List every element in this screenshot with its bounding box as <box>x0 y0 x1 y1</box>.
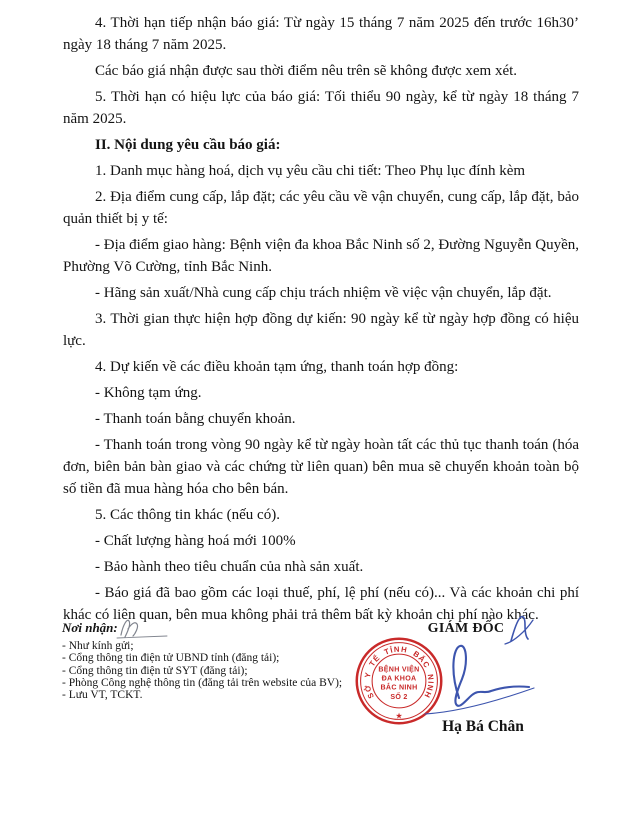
body-paragraph: 3. Thời gian thực hiện hợp đồng dự kiến: 90 ngày kể từ ngày hợp đồng có hiệu lực. <box>63 311 579 349</box>
signer-title: GIÁM ĐỐC <box>427 621 505 636</box>
body-paragraph: - Báo giá đã bao gồm các loại thuế, phí, lệ phí (nếu có)... Và các khoản chi phí khác có liên quan, bên mua không phải trả thêm bất kỳ khoản chi phí nào khác. <box>63 585 579 623</box>
body-paragraph: - Địa điểm giao hàng: Bệnh viện đa khoa Bắc Ninh số 2, Đường Nguyễn Quyền, Phường Võ Cường, tỉnh Bắc Ninh. <box>63 237 579 275</box>
body-paragraph: 4. Dự kiến về các điều khoản tạm ứng, thanh toán hợp đồng: <box>95 359 459 375</box>
recipient-item: - Cổng thông tin điện tử UBND tỉnh (đăng tải); <box>62 652 280 665</box>
body-paragraph: - Thanh toán trong vòng 90 ngày kể từ ngày hoàn tất các thủ tục thanh toán (hóa đơn, biên bản bàn giao và các chứng từ liên quan) bên mua sẽ chuyển khoản toàn bộ số tiền đã mua hàng hóa cho bên bán. <box>63 437 579 497</box>
body-paragraph: 5. Thời hạn có hiệu lực của báo giá: Tối thiểu 90 ngày, kể từ ngày 18 tháng 7 năm 2025. <box>63 89 579 127</box>
initials-paraph-icon <box>503 611 543 647</box>
stamp-center-line: ĐA KHOA <box>381 674 417 683</box>
body-paragraph: 2. Địa điểm cung cấp, lắp đặt; các yêu cầu về vận chuyển, cung cấp, lắp đặt, bảo quản thiết bị y tế: <box>63 189 579 227</box>
stamp-center-line: SỐ 2 <box>390 692 408 701</box>
handwritten-initials-icon <box>114 616 176 642</box>
stamp-center-line: BẮC NINH <box>380 683 418 692</box>
body-paragraph: - Bảo hành theo tiêu chuẩn của nhà sản xuất. <box>95 559 364 575</box>
recipient-item: - Lưu VT, TCKT. <box>62 689 143 702</box>
stamp-ring-text: SỞ Y TẾ TỈNH BẮC NINH <box>362 644 436 700</box>
signature-handwriting <box>413 638 543 722</box>
body-paragraph: Các báo giá nhận được sau thời điểm nêu trên sẽ không được xem xét. <box>95 63 518 79</box>
body-paragraph: - Hãng sản xuất/Nhà cung cấp chịu trách nhiệm về việc vận chuyển, lắp đặt. <box>95 285 552 301</box>
section-heading: II. Nội dung yêu cầu báo giá: <box>95 137 281 153</box>
recipient-item: - Phòng Công nghệ thông tin (đăng tải trên website của BV); <box>62 676 343 689</box>
body-paragraph: - Thanh toán bằng chuyển khoản. <box>95 411 296 427</box>
recipients-block <box>62 619 392 701</box>
signer-name: Hạ Bá Chân <box>442 718 524 735</box>
body-paragraph: - Chất lượng hàng hoá mới 100% <box>95 533 296 549</box>
stamp-center-line: BỆNH VIỆN <box>378 665 420 674</box>
body-paragraph: 1. Danh mục hàng hoá, dịch vụ yêu cầu chi tiết: Theo Phụ lục đính kèm <box>95 163 526 179</box>
recipient-item: - Như kính gửi; <box>62 640 134 652</box>
body-paragraph: - Không tạm ứng. <box>95 385 202 401</box>
stamp-star-icon: ★ <box>395 711 403 721</box>
body-paragraph: 4. Thời hạn tiếp nhận báo giá: Từ ngày 15 tháng 7 năm 2025 đến trước 16h30’ ngày 18 tháng 7 năm 2025. <box>63 15 579 53</box>
recipients-heading: Nơi nhận: <box>62 620 118 635</box>
recipient-list <box>62 640 392 701</box>
body-paragraph: 5. Các thông tin khác (nếu có). <box>95 507 280 523</box>
recipient-item: - Cổng thông tin điện tử SYT (đăng tải); <box>62 664 248 677</box>
